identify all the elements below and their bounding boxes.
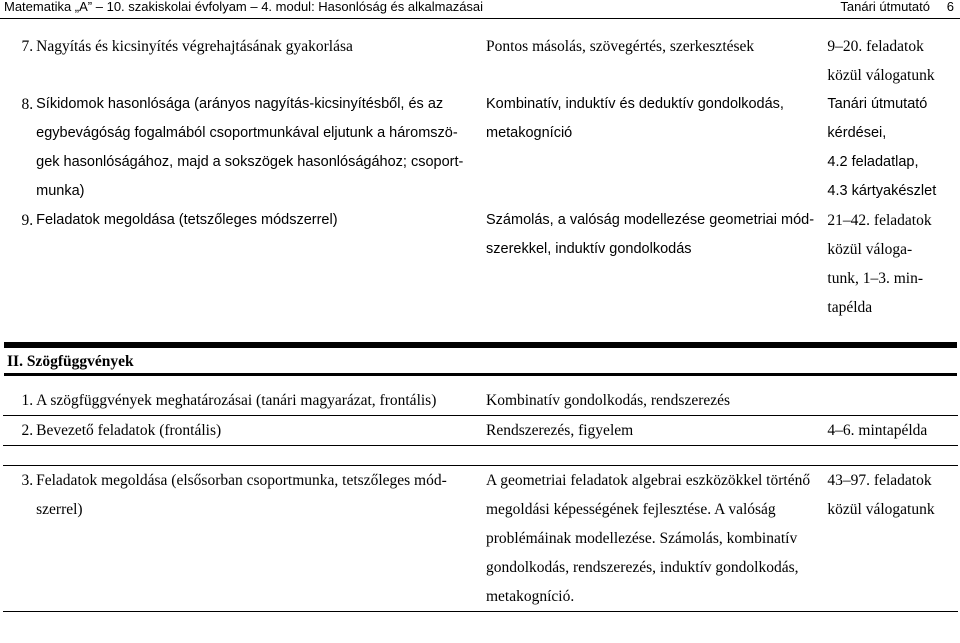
activity-line: Feladatok megoldása (elsősorban csoportmunka, tetszőleges mód- <box>36 472 447 489</box>
lesson-plan-table-1 <box>3 32 958 322</box>
table-row <box>3 416 958 446</box>
skills-line: megoldási képességének fejlesztése. A valóság <box>486 501 776 518</box>
page-header <box>0 0 960 19</box>
table-row <box>3 206 958 322</box>
skills-line: Kombinatív, induktív és deduktív gondolkodás, <box>486 96 784 112</box>
row-number: 9. <box>21 212 34 229</box>
materials-line: közül válogatunk <box>827 501 935 518</box>
section-title: II. Szögfüggvények <box>4 348 957 376</box>
row-number: 1. <box>3 386 36 416</box>
materials-line: 4.3 kártyakészlet <box>827 183 937 199</box>
table-row <box>3 466 958 612</box>
activity-cell <box>36 466 486 612</box>
skills-line: szerekkel, induktív gondolkodás <box>486 241 692 257</box>
materials-line: 4.2 feladatlap, <box>827 154 919 170</box>
header-title: Matematika „A” – 10. szakiskolai évfolyam – 4. modul: Hasonlóság és alkalmazásai <box>4 0 484 14</box>
lesson-plan-table-2 <box>3 386 958 446</box>
materials-line: közül váloga- <box>827 241 913 258</box>
table-row <box>3 32 958 90</box>
row-number: 8. <box>21 96 34 113</box>
activity-cell: Feladatok megoldása (tetszőleges módszerrel) <box>36 212 338 228</box>
materials-line: Tanári útmutató <box>827 96 928 112</box>
activity-cell: Bevezető feladatok (frontális) <box>36 416 486 446</box>
row-number: 2. <box>3 416 36 446</box>
skills-cell <box>486 466 827 612</box>
materials-cell <box>827 90 958 206</box>
skills-cell: Rendszerezés, figyelem <box>486 416 827 446</box>
row-number: 3. <box>3 466 36 612</box>
skills-line: Számolás, a valóság modellezése geometriai mód- <box>486 212 815 228</box>
materials-cell <box>827 206 958 322</box>
materials-cell <box>827 32 958 90</box>
skills-line: metakogníció <box>486 125 573 141</box>
materials-line: közül válogatunk <box>827 67 935 84</box>
skills-cell: Kombinatív gondolkodás, rendszerezés <box>486 386 827 416</box>
lesson-plan-table-3 <box>3 465 958 612</box>
materials-line: 43–97. feladatok <box>827 472 932 489</box>
materials-cell <box>827 386 958 416</box>
activity-line: egybevágóság fogalmából csoportmunkával eljutunk a háromszö- <box>36 125 458 141</box>
materials-line: kérdései, <box>827 125 887 141</box>
materials-cell <box>827 466 958 612</box>
activity-cell <box>36 90 486 206</box>
materials-line: tapélda <box>827 299 873 316</box>
skills-line: gondolkodás, rendszerezés, induktív gondolkodás, <box>486 559 799 576</box>
skills-cell <box>486 90 827 206</box>
skills-cell: Pontos másolás, szövegértés, szerkesztések <box>486 38 755 55</box>
materials-line: 21–42. feladatok <box>827 212 932 229</box>
skills-line: A geometriai feladatok algebrai eszközökkel történő <box>486 472 811 489</box>
activity-cell: Nagyítás és kicsinyítés végrehajtásának gyakorlása <box>36 38 353 55</box>
page-number: 6 <box>946 0 954 14</box>
activity-line: gek hasonlóságához, majd a sokszögek hasonlóságához; csoport- <box>36 154 464 170</box>
header-guide-label: Tanári útmutató <box>840 0 930 14</box>
materials-cell: 4–6. mintapélda <box>827 416 958 446</box>
materials-line: tunk, 1–3. min- <box>827 270 924 287</box>
activity-line: munka) <box>36 183 85 199</box>
activity-line: szerrel) <box>36 501 83 518</box>
skills-cell <box>486 206 827 322</box>
materials-line: 9–20. feladatok <box>827 38 924 55</box>
table-row <box>3 90 958 206</box>
skills-line: metakogníció. <box>486 588 575 605</box>
row-number: 7. <box>21 38 34 55</box>
activity-line: Síkidomok hasonlósága (arányos nagyítás-kicsinyítésből, és az <box>36 96 444 112</box>
activity-cell: A szögfüggvények meghatározásai (tanári magyarázat, frontális) <box>36 386 486 416</box>
table-row <box>3 386 958 416</box>
skills-line: problémáinak modellezése. Számolás, kombinatív <box>486 530 798 547</box>
